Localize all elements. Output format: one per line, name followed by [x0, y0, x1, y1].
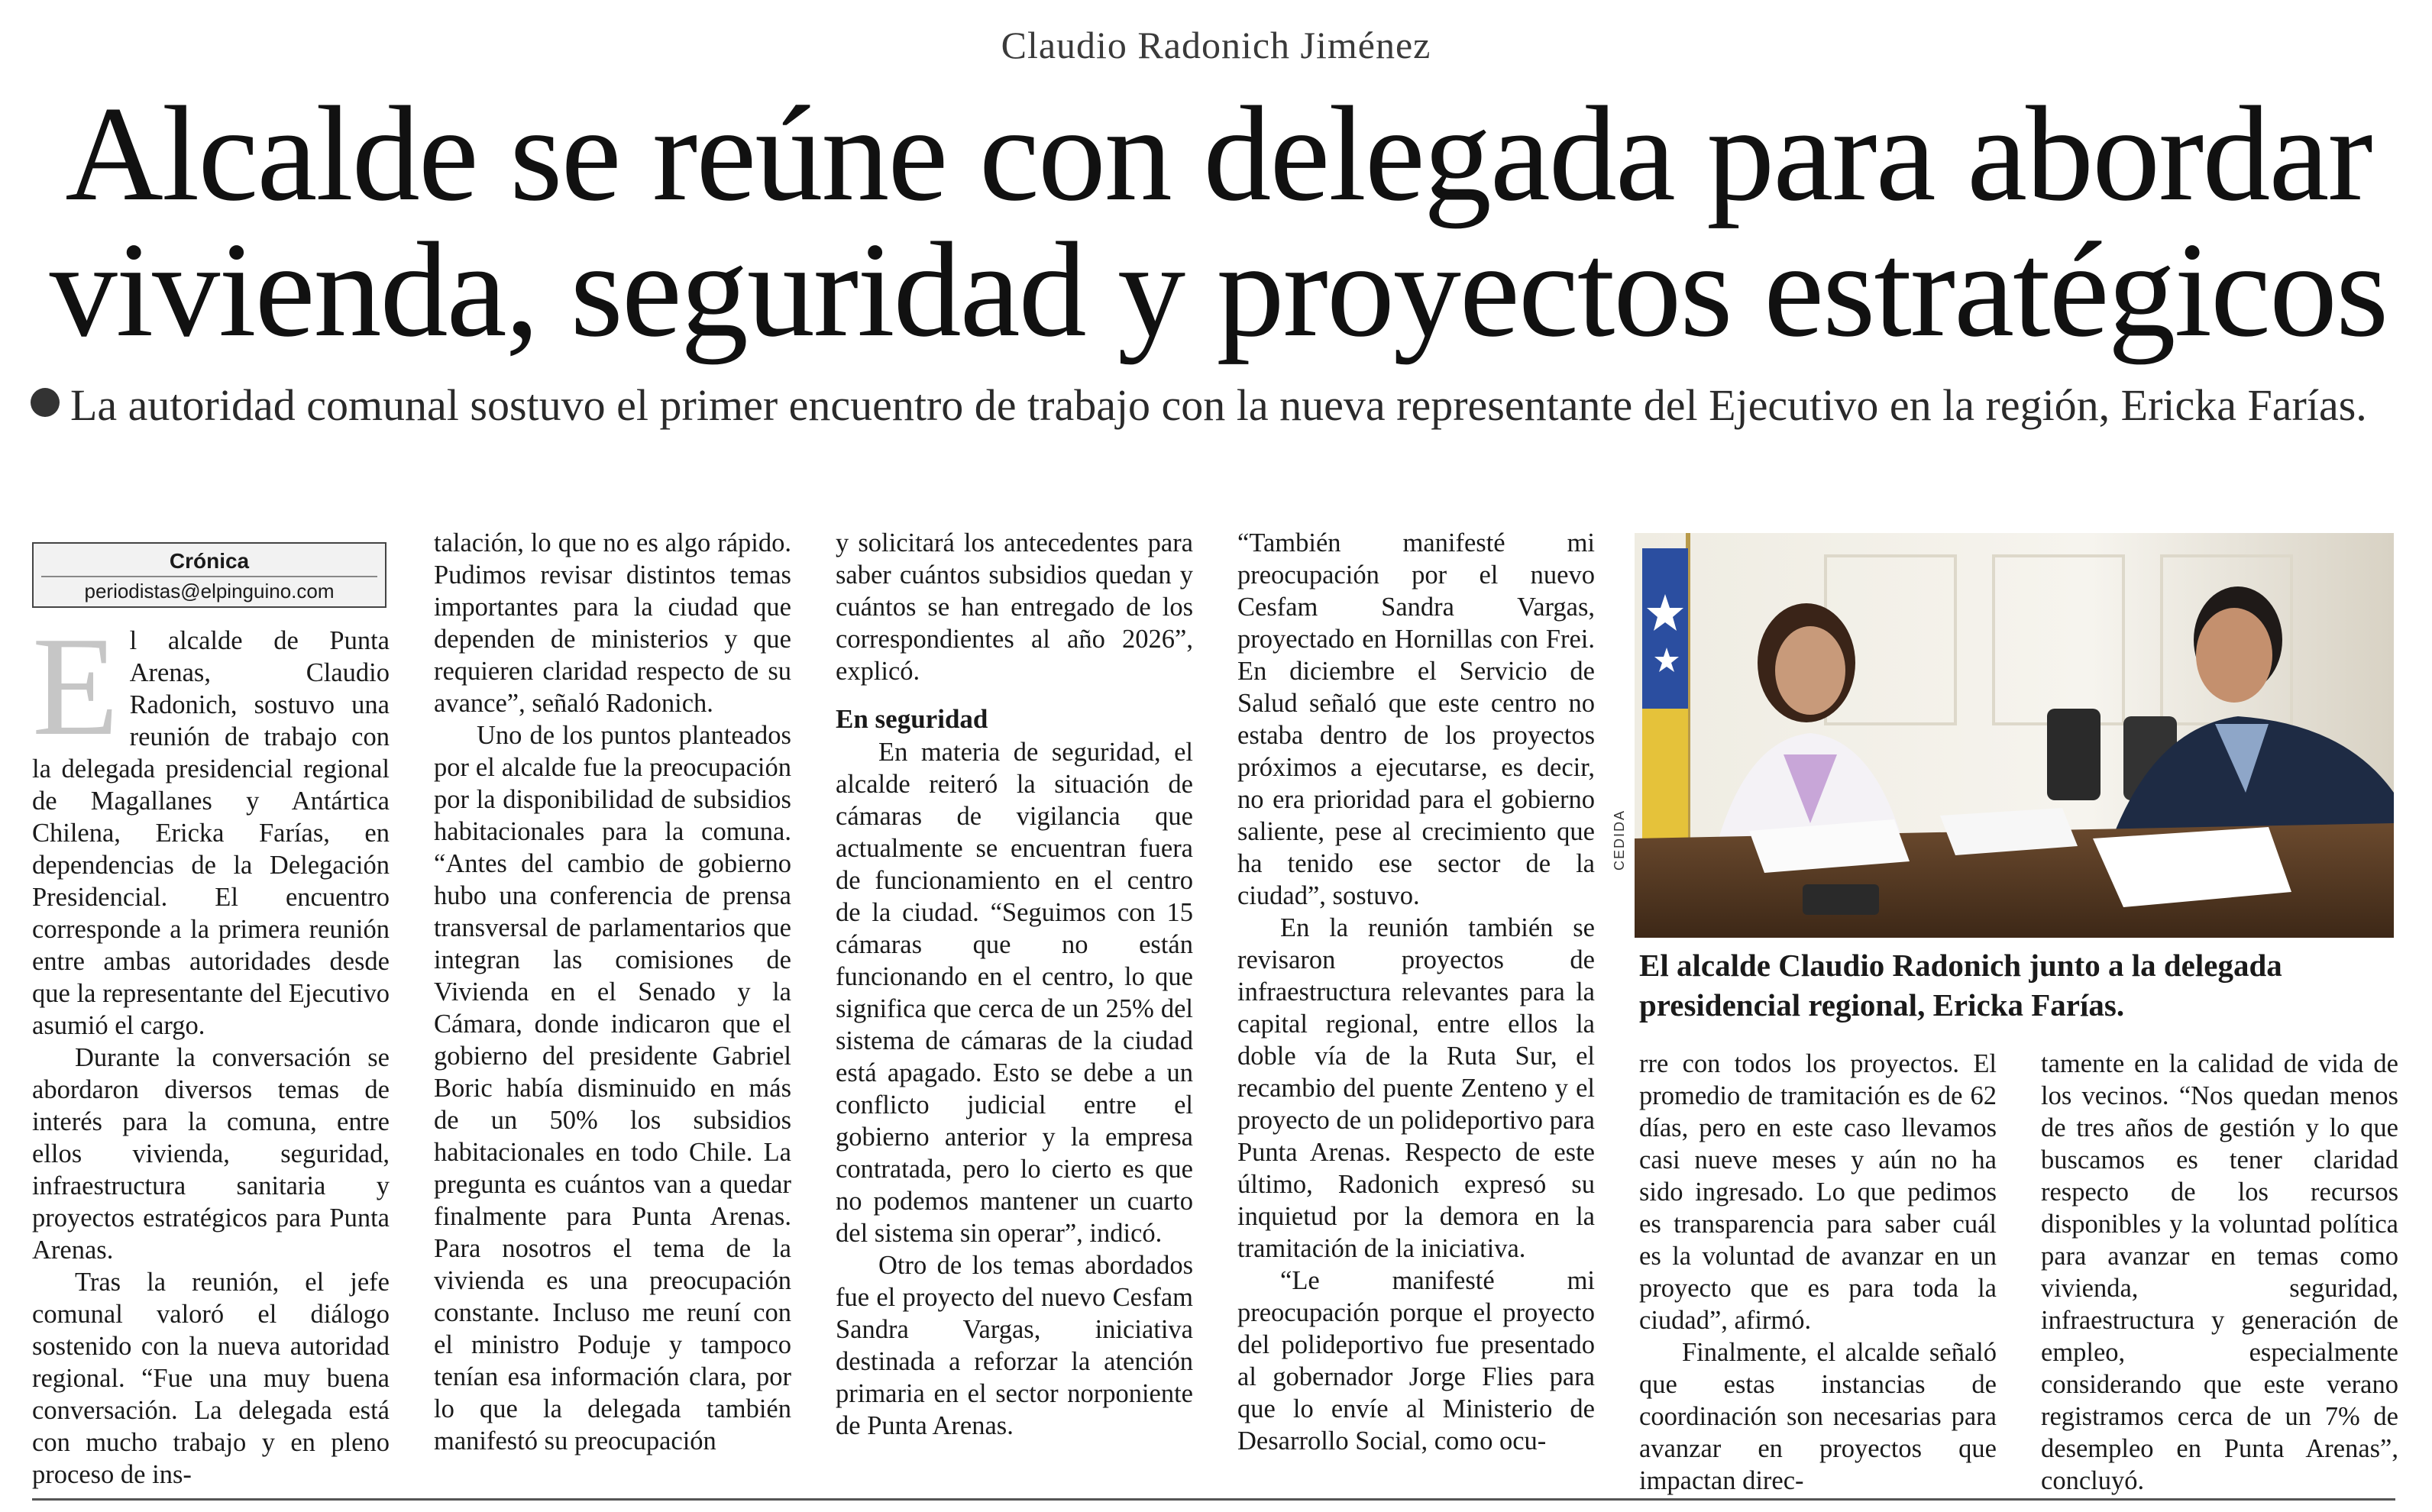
drop-cap: E	[32, 608, 119, 765]
column-6	[2041, 1048, 2398, 1497]
lead-paragraph	[31, 378, 2406, 433]
photo-illustration	[1635, 533, 2394, 938]
photo-credit: CEDIDA	[1612, 809, 1627, 871]
bullet-icon	[31, 388, 60, 417]
lead-text: La autoridad comunal sostuvo el primer encuentro de trabajo con la nueva representante del Ejecutivo en la región, Ericka Farías.	[70, 380, 2367, 430]
column-4	[1237, 527, 1595, 1457]
paragraph-13: Finalmente, el alcalde señaló que estas instancias de coordinación son necesarias para avanzar en proyectos que impactan direc-	[1639, 1338, 1997, 1495]
section-name: Crónica	[169, 549, 250, 573]
paragraph-3: Tras la reunión, el jefe comunal valoró el diálogo sostenido con la nueva autoridad regional. “Fue una muy buena conversación. La delegada está con mucho trabajo y en pleno proceso de ins-	[32, 1268, 390, 1489]
paragraph-11: “Le manifesté mi preocupación porque el proyecto del polideportivo fue presentado al gobernador Jorge Flies para que lo envíe al Ministerio de Desarrollo Social, como ocu-	[1237, 1266, 1595, 1455]
paragraph-5: Uno de los puntos planteados por el alcalde fue la preocupación por la disponibilidad de subsidios habitacionales para la comuna. “Antes del cambio de gobierno hubo una conferencia de prensa transversal de parlamentarios que integran las comisiones de Vivienda en el Senado y la Cámara, donde indicaron que el gobierno del presidente Gabriel Boric había disminuido en más de un 50% los subsidios habitacionales en todo Chile. La pregunta es cuántos van a quedar finalmente para Punta Arenas. Para nosotros el tema de la vivienda es una preocupación constante. Incluso me reuní con el ministro Poduje y tampoco tenían esa información clara, por lo que la delegada también manifestó su preocupación	[434, 721, 791, 1455]
paragraph-1: l alcalde de Punta Arenas, Claudio Radonich, sostuvo una reunión de trabajo con la delegada presidencial regional de Magallanes y Antártica Chilena, Ericka Farías, en dependencias de la Delegación Presidencial. El encuentro corresponde a la primera reunión entre ambas autoridades desde que la representante del Ejecutivo asumió el cargo.	[32, 626, 390, 1040]
bottom-rule	[32, 1498, 2395, 1501]
column-1	[32, 544, 390, 1491]
column-3	[836, 527, 1193, 1442]
paragraph-7: En materia de seguridad, el alcalde reiteró la situación de cámaras de vigilancia que actualmente se encuentran fuera de funcionamiento en el centro de la ciudad. “Seguimos con 15 cámaras que no están funcionando en el centro, lo que significa que cerca de un 25% del sistema de cámaras de la ciudad está apagado. Esto se debe a un conflicto judicial entre el gobierno anterior y la empresa contratada, pero lo cierto es que no podemos mantener un cuarto del sistema sin operar”, indicó.	[836, 738, 1193, 1248]
photo-caption: El alcalde Claudio Radonich junto a la delegada presidencial regional, Ericka Farías.	[1639, 948, 2282, 1023]
headline-line-2: vivienda, seguridad y proyectos estratégicos	[49, 214, 2388, 365]
article-photo	[1635, 533, 2394, 938]
column-5	[1639, 1048, 1997, 1497]
headline-line-1: Alcalde se reúne con delegada para abordar	[65, 78, 2372, 229]
byline: Claudio Radonich Jiménez	[1001, 24, 1431, 66]
paragraph-12: rre con todos los proyectos. El promedio de tramitación es de 62 días, pero en este caso llevamos casi nueve meses y aún no ha sido ingresado. Lo que pedimos es transparencia para saber cuál es la voluntad de avanzar en un proyecto que es para toda la ciudad”, afirmó.	[1639, 1049, 1997, 1335]
paragraph-4: talación, lo que no es algo rápido. Pudimos revisar distintos temas importantes para la ciudad que dependen de ministerios y que requieren claridad respecto de su avance”, señaló Radonich.	[434, 528, 791, 718]
paragraph-8: Otro de los temas abordados fue el proyecto del nuevo Cesfam Sandra Vargas, iniciativa destinada a reforzar la atención primaria en el sector norponiente de Punta Arenas.	[836, 1251, 1193, 1440]
paragraph-10: En la reunión también se revisaron proyectos de infraestructura relevantes para la capital regional, entre ellos la doble vía de la Ruta Sur, el recambio del puente Zenteno y el proyecto de un polideportivo para Punta Arenas. Respecto de este último, Radonich expresó su inquietud por la demora en la tramitación de la iniciativa.	[1237, 913, 1595, 1263]
subhead-security: En seguridad	[836, 704, 988, 734]
column-2	[434, 527, 791, 1457]
headline	[31, 78, 2406, 365]
paragraph-14: tamente en la calidad de vida de los vecinos. “Nos quedan menos de tres años de gestión y lo que buscamos es tener claridad respecto de los recursos disponibles y la voluntad política para avanzar en temas como vivienda, seguridad, infraestructura y generación de empleo, especialmente considerando que este verano registramos cerca de un 7% de desempleo en Punta Arenas”, concluyó.	[2041, 1049, 2398, 1495]
section-email[interactable]: periodistas@elpinguino.com	[84, 580, 335, 603]
paragraph-6: y solicitará los antecedentes para saber cuántos subsidios quedan y cuántos se han entregado de los correspondientes al año 2026”, explicó.	[836, 528, 1193, 686]
paragraph-2: Durante la conversación se abordaron diversos temas de interés para la comuna, entre ellos vivienda, seguridad, infraestructura sanitaria y proyectos estratégicos para Punta Arenas.	[32, 1043, 390, 1265]
paragraph-9: “También manifesté mi preocupación por el nuevo Cesfam Sandra Vargas, proyectado en Hornillas con Frei. En diciembre el Servicio de Salud señaló que este centro no estaba dentro de los proyectos próximos a ejecutarse, es decir, no era prioridad para el gobierno saliente, pese al crecimiento que ha tenido ese sector de la ciudad”, sostuvo.	[1237, 528, 1595, 910]
